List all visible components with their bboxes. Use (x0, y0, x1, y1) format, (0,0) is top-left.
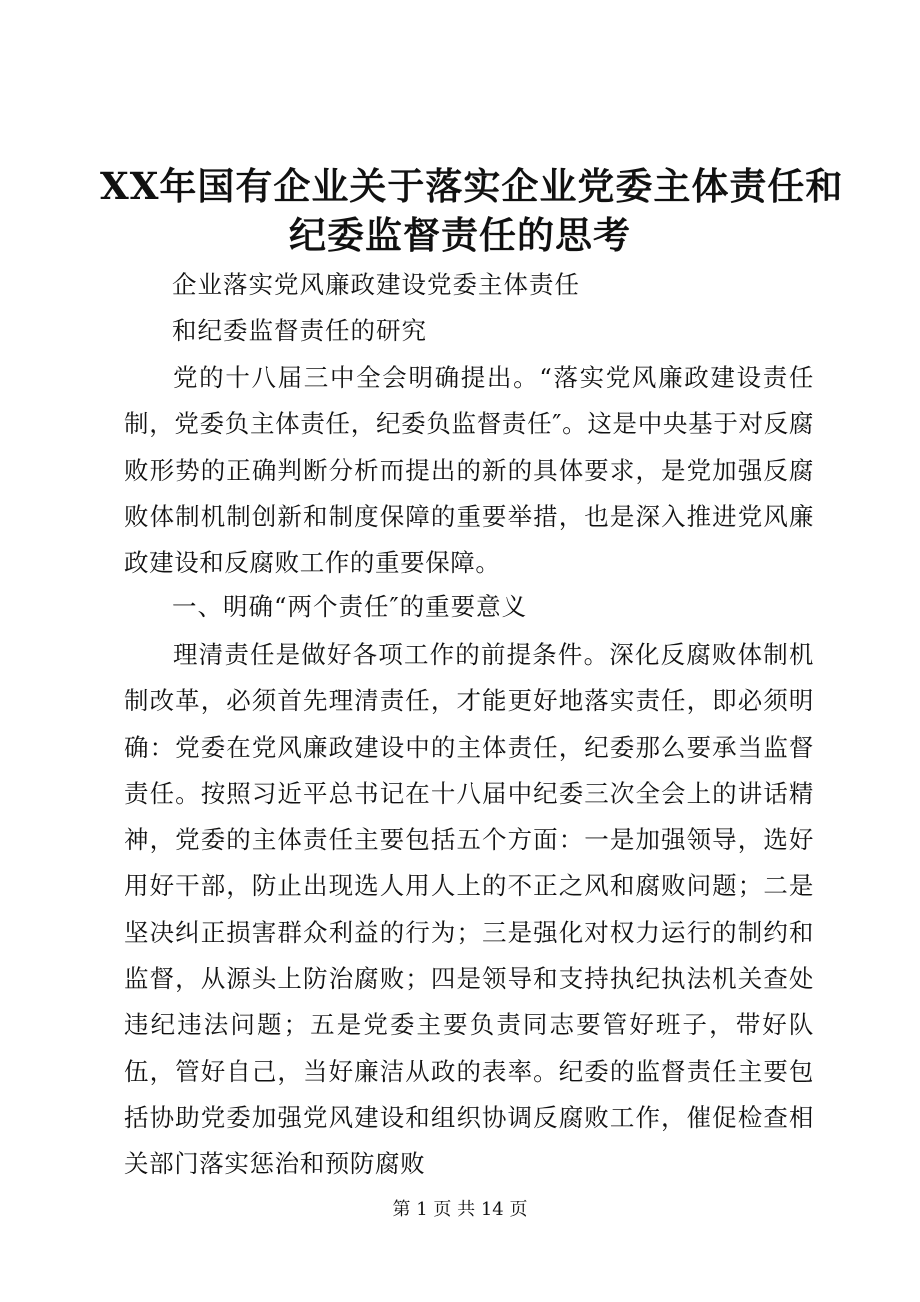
document-title-line-2: 纪委监督责任的思考 (289, 213, 631, 257)
page-number-footer: 第 1 页 共 14 页 (392, 1199, 528, 1220)
document-title-line-1: XX年国有企业关于落实企业党委主体责任和 (100, 164, 844, 208)
subtitle-line-1: 企业落实党风廉政建设党委主体责任 (172, 270, 580, 299)
paragraph-body: 理清责任是做好各项工作的前提条件。深化反腐败体制机制改革，必须首先理清责任，才能更好地落实责任，即必须明确：党委在党风廉政建设中的主体责任，纪委那么要承当监督责任。按照习近平总书记在十八届中纪委三次全会上的讲话精神，党委的主体责任主要包括五个方面：一是加强领导，选好用好干部，防止出现选人用人上的不正之风和腐败问题；二是坚决纠正损害群众利益的行为；三是强化对权力运行的制约和监督，从源头上防治腐败；四是领导和支持执纪执法机关查处违纪违法问题；五是党委主要负责同志要管好班子，带好队伍，管好自己，当好廉洁从政的表率。纪委的监督责任主要包括协助党委加强党风建设和组织协调反腐败工作，催促检查相关部门落实惩治和预防腐败 (124, 640, 814, 1179)
paragraph-intro: 党的十八届三中全会明确提出。“落实党风廉政建设责任制，党委负主体责任，纪委负监督责任″。这是中央基于对反腐败形势的正确判断分析而提出的新的具体要求，是党加强反腐败体制机制创新和制度保障的重要举措，也是深入推进党风廉政建设和反腐败工作的重要保障。 (124, 363, 814, 578)
subtitle-line-2: 和纪委监督责任的研究 (172, 316, 427, 345)
section-heading: 一、明确“两个责任″的重要意义 (172, 592, 528, 621)
